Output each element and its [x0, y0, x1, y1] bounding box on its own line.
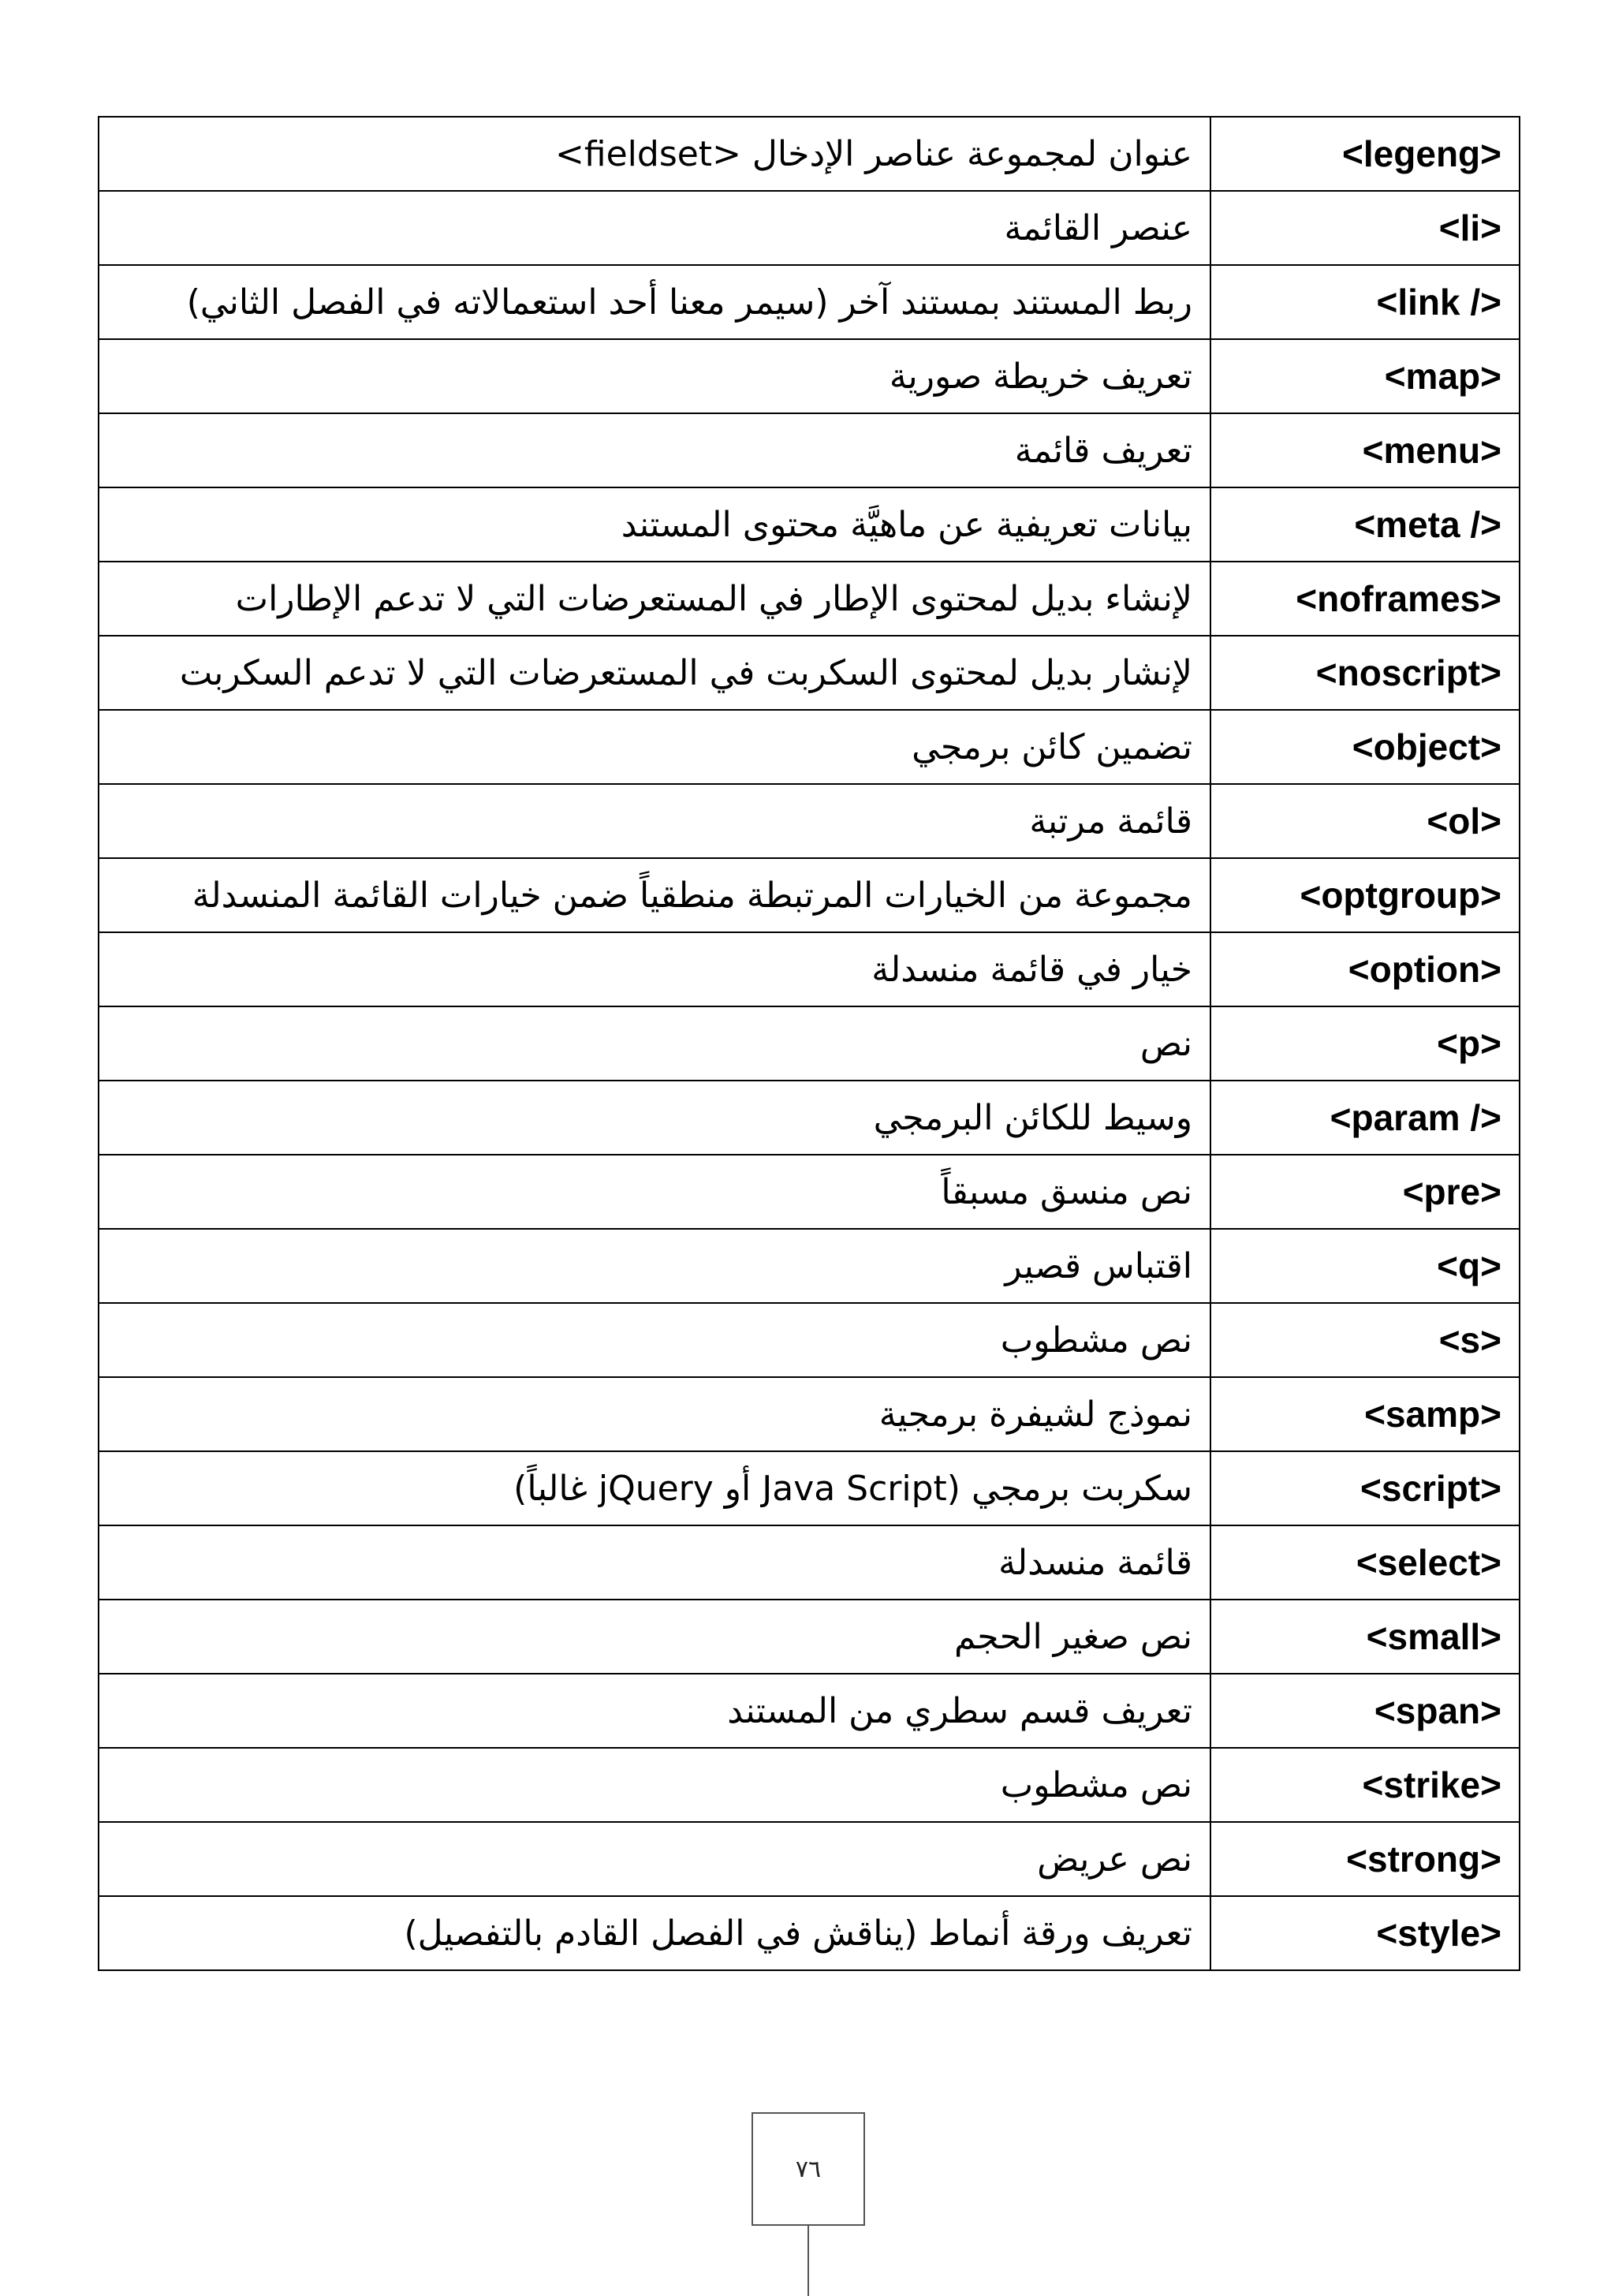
tag-name: <small>	[1210, 1600, 1520, 1674]
tag-name: <option>	[1210, 932, 1520, 1006]
table-row	[99, 1377, 1520, 1451]
tag-description: نص عريض	[99, 1822, 1210, 1896]
table-row	[99, 784, 1520, 858]
table-row	[99, 1303, 1520, 1377]
tag-description: نص منسق مسبقاً	[99, 1155, 1210, 1229]
tag-name: <style>	[1210, 1896, 1520, 1970]
table-row	[99, 1600, 1520, 1674]
tag-name: <ol>	[1210, 784, 1520, 858]
tag-description: نص مشطوب	[99, 1748, 1210, 1822]
tag-name: <menu>	[1210, 413, 1520, 487]
table-row	[99, 1006, 1520, 1081]
table-row	[99, 1896, 1520, 1970]
table-row	[99, 1155, 1520, 1229]
tag-description: لإنشار بديل لمحتوى السكربت في المستعرضات التي لا تدعم السكربت	[99, 636, 1210, 710]
tag-description: تضمين كائن برمجي	[99, 710, 1210, 784]
tag-name: <q>	[1210, 1229, 1520, 1303]
tag-description: قائمة مرتبة	[99, 784, 1210, 858]
tag-name: <noframes>	[1210, 562, 1520, 636]
table-row	[99, 339, 1520, 413]
tag-description: سكربت برمجي (Java Script أو jQuery غالباً)	[99, 1451, 1210, 1525]
tag-name: <s>	[1210, 1303, 1520, 1377]
tag-description: اقتباس قصير	[99, 1229, 1210, 1303]
tag-description: نص	[99, 1006, 1210, 1081]
tag-name: <samp>	[1210, 1377, 1520, 1451]
tag-name: <object>	[1210, 710, 1520, 784]
tag-name: <map>	[1210, 339, 1520, 413]
tag-name: <span>	[1210, 1674, 1520, 1748]
tag-description: عنوان لمجموعة عناصر الإدخال <fieldset>	[99, 117, 1210, 191]
table-row	[99, 1822, 1520, 1896]
table-row	[99, 1748, 1520, 1822]
table-row	[99, 710, 1520, 784]
page-number: ٧٦	[752, 2112, 865, 2226]
tag-description: خيار في قائمة منسدلة	[99, 932, 1210, 1006]
tag-description: بيانات تعريفية عن ماهيَّة محتوى المستند	[99, 487, 1210, 562]
tag-description: نص صغير الحجم	[99, 1600, 1210, 1674]
page-number-stem	[808, 2226, 809, 2296]
tag-description: تعريف قائمة	[99, 413, 1210, 487]
tag-description: تعريف خريطة صورية	[99, 339, 1210, 413]
tag-description: تعريف ورقة أنماط (يناقش في الفصل القادم بالتفصيل)	[99, 1896, 1210, 1970]
html-tags-table	[98, 116, 1520, 1971]
tag-name: <p>	[1210, 1006, 1520, 1081]
table-row	[99, 1081, 1520, 1155]
tag-description: وسيط للكائن البرمجي	[99, 1081, 1210, 1155]
tag-name: <link />	[1210, 265, 1520, 339]
tag-description: قائمة منسدلة	[99, 1525, 1210, 1600]
table-row	[99, 487, 1520, 562]
table-row	[99, 191, 1520, 265]
tag-name: <pre>	[1210, 1155, 1520, 1229]
table-body	[99, 117, 1520, 1970]
tag-name: <param />	[1210, 1081, 1520, 1155]
tag-description: ربط المستند بمستند آخر (سيمر معنا أحد استعمالاته في الفصل الثاني)	[99, 265, 1210, 339]
tag-name: <script>	[1210, 1451, 1520, 1525]
table-row	[99, 1229, 1520, 1303]
tag-name: <strong>	[1210, 1822, 1520, 1896]
tag-description: تعريف قسم سطري من المستند	[99, 1674, 1210, 1748]
table-row	[99, 413, 1520, 487]
table-row	[99, 1525, 1520, 1600]
tag-name: <noscript>	[1210, 636, 1520, 710]
tag-description: نص مشطوب	[99, 1303, 1210, 1377]
table-row	[99, 562, 1520, 636]
table-row	[99, 636, 1520, 710]
table-row	[99, 117, 1520, 191]
table-row	[99, 1451, 1520, 1525]
tag-name: <optgroup>	[1210, 858, 1520, 932]
tag-name: <meta />	[1210, 487, 1520, 562]
table-row	[99, 1674, 1520, 1748]
tag-name: <strike>	[1210, 1748, 1520, 1822]
tag-name: <legeng>	[1210, 117, 1520, 191]
tag-description: عنصر القائمة	[99, 191, 1210, 265]
tag-description: مجموعة من الخيارات المرتبطة منطقياً ضمن خيارات القائمة المنسدلة	[99, 858, 1210, 932]
tag-description: لإنشاء بديل لمحتوى الإطار في المستعرضات التي لا تدعم الإطارات	[99, 562, 1210, 636]
tag-name: <li>	[1210, 191, 1520, 265]
table-row	[99, 265, 1520, 339]
tag-name: <select>	[1210, 1525, 1520, 1600]
table-row	[99, 932, 1520, 1006]
tag-description: نموذج لشيفرة برمجية	[99, 1377, 1210, 1451]
table-row	[99, 858, 1520, 932]
